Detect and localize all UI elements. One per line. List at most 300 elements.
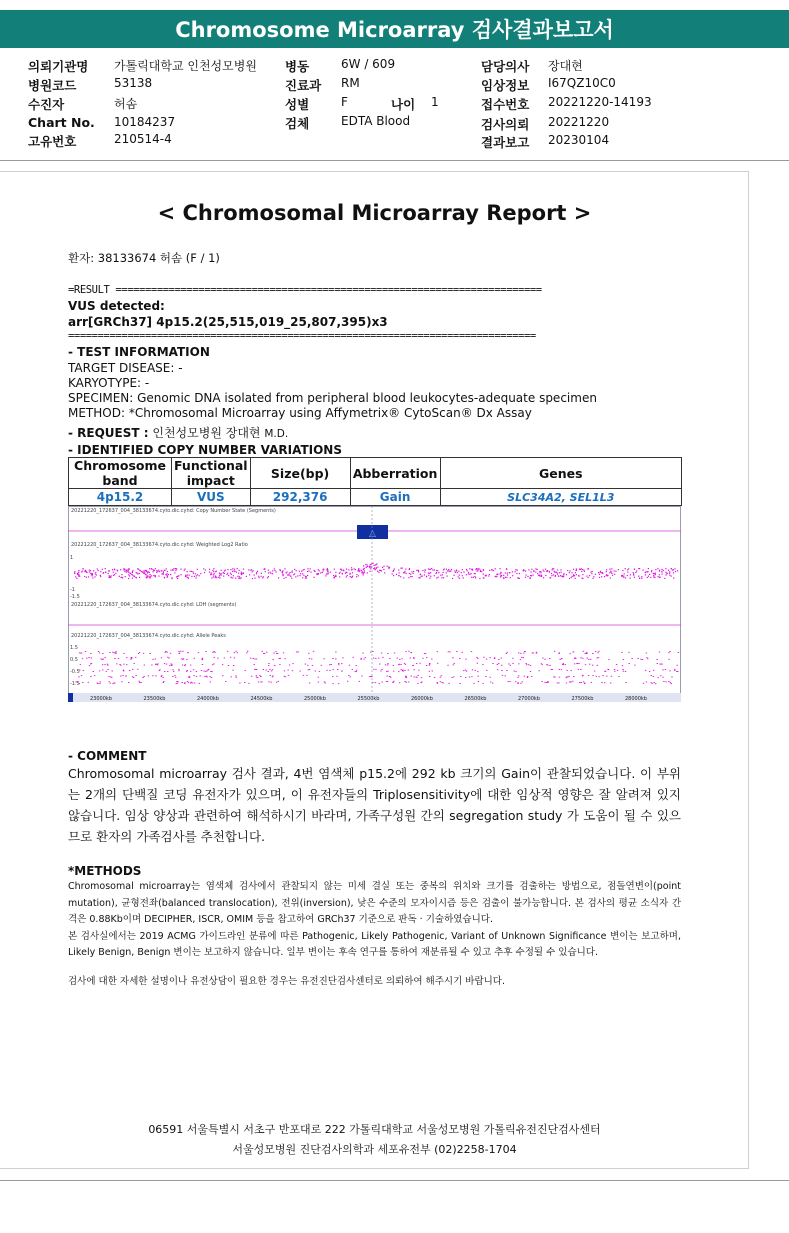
log2-point [422,570,423,571]
allele-point [370,652,371,653]
log2-point [231,577,232,578]
allele-point [634,665,635,666]
log2-point [362,571,363,572]
log2-point [573,569,574,570]
allele-point [335,659,336,660]
header-value: EDTA Blood [341,114,411,128]
log2-point [525,574,526,575]
x-tick-label: 25000kb [304,696,326,702]
allele-point [429,665,430,666]
log2-point [319,570,320,571]
log2-point [188,577,189,578]
allele-point [390,677,391,678]
log2-point [510,577,511,578]
allele-point [437,663,438,664]
log2-point [393,575,394,576]
allele-point [645,670,646,671]
header-value: 20221220 [548,115,610,129]
log2-point [167,577,168,578]
allele-point [134,663,135,664]
allele-point [449,652,450,653]
request-label: - REQUEST : [68,426,149,440]
log2-point [366,567,367,568]
allele-point [137,669,138,670]
log2-point [95,573,96,574]
log2-point [592,571,593,572]
allele-point [248,683,249,684]
allele-point [234,652,235,653]
log2-point [558,575,559,576]
allele-point [361,658,362,659]
allele-point [184,665,185,666]
allele-point [486,670,487,671]
log2-point [493,570,494,571]
allele-point [416,663,417,664]
allele-point [97,683,98,684]
allele-point [88,657,89,658]
log2-point [665,572,666,573]
log2-point [645,571,646,572]
log2-point [370,564,371,565]
cell-band: 4p15.2 [69,489,172,506]
log2-point [443,577,444,578]
log2-point [663,570,664,571]
allele-point [324,682,325,683]
log2-point [500,576,501,577]
log2-point [223,572,224,573]
allele-point [408,682,409,683]
allele-point [305,664,306,665]
log2-point [363,565,364,566]
allele-point [325,683,326,684]
log2-point [503,578,504,579]
allele-point [670,682,671,683]
log2-point [259,577,260,578]
allele-point [465,677,466,678]
log2-point [561,572,562,573]
allele-tick-label: 0.5 [70,657,78,663]
cell-impact: VUS [172,489,251,506]
allele-point [585,664,586,665]
log2-point [430,572,431,573]
log2-point [157,571,158,572]
log2-point [190,571,191,572]
allele-point [231,676,232,677]
allele-point [518,682,519,683]
log2-point [549,572,550,573]
log2-point [318,573,319,574]
allele-point [275,651,276,652]
allele-point [217,658,218,659]
allele-point [559,669,560,670]
log2-point [230,569,231,570]
log2-point [411,571,412,572]
allele-point [595,651,596,652]
log2-point [576,570,577,571]
allele-point [208,669,209,670]
allele-point [437,651,438,652]
log2-point [225,570,226,571]
log2-point [346,576,347,577]
allele-point [186,671,187,672]
allele-point [498,663,499,664]
log2-point [388,567,389,568]
allele-point [637,658,638,659]
log2-point [581,571,582,572]
log2-point [625,568,626,569]
log2-point [95,572,96,573]
log2-point [396,574,397,575]
allele-point [580,657,581,658]
log2-point [90,570,91,571]
allele-point [222,664,223,665]
allele-point [116,663,117,664]
allele-point [102,670,103,671]
allele-point [120,665,121,666]
allele-point [616,664,617,665]
log2-point [458,576,459,577]
allele-point [381,669,382,670]
allele-point [497,664,498,665]
allele-point [541,663,542,664]
allele-point [170,664,171,665]
x-tick-label: 27500kb [571,696,594,702]
allele-point [422,658,423,659]
log2-point [567,570,568,571]
allele-point [205,651,206,652]
log2-point [480,570,481,571]
log2-point [553,574,554,575]
log2-point [194,576,195,577]
log2-point [345,573,346,574]
log2-point [655,569,656,570]
header-value: 210514-4 [114,132,172,146]
log2-point [153,571,154,572]
allele-point [408,651,409,652]
log2-point [130,573,131,574]
log2-point [127,569,128,570]
allele-point [665,681,666,682]
log2-point [413,571,414,572]
log2-point [346,572,347,573]
log2-point [97,568,98,569]
log2-point [593,578,594,579]
log2-point [649,574,650,575]
allele-point [452,657,453,658]
log2-point [84,571,85,572]
log2-point [389,567,390,568]
log2-point [112,569,113,570]
allele-point [598,676,599,677]
log2-point [261,573,262,574]
allele-point [182,659,183,660]
allele-point [523,653,524,654]
log2-point [92,575,93,576]
log2-point [342,573,343,574]
allele-point [111,677,112,678]
log2-point [553,568,554,569]
allele-point [268,671,269,672]
log2-point [563,576,564,577]
allele-point [263,669,264,670]
allele-point [597,665,598,666]
log2-point [576,574,577,575]
log2-point [459,578,460,579]
allele-point [674,669,675,670]
log2-point [125,576,126,577]
log2-point [556,572,557,573]
log2-point [609,569,610,570]
log2-point [349,574,350,575]
log2-point [653,577,654,578]
allele-point [283,652,284,653]
log2-point [155,576,156,577]
allele-point [554,677,555,678]
allele-point [623,659,624,660]
log2-point [239,578,240,579]
allele-point [182,682,183,683]
allele-point [405,676,406,677]
log2-point [335,572,336,573]
log2-point [278,577,279,578]
log2-point [126,572,127,573]
log2-point [572,576,573,577]
log2-point [142,572,143,573]
log2-point [516,573,517,574]
header-value: I67QZ10C0 [548,76,616,90]
header-value: 가톨릭대학교 인천성모병원 [114,59,257,73]
allele-point [490,677,491,678]
allele-point [222,675,223,676]
result-divider: =RESULT ======================================================================== [68,284,542,296]
allele-point [590,659,591,660]
log2-point [599,577,600,578]
log2-point [674,568,675,569]
log2-point [236,572,237,573]
log2-point [457,572,458,573]
allele-point [202,664,203,665]
allele-point [201,670,202,671]
log2-point [302,573,303,574]
log2-point [400,568,401,569]
report-title: < Chromosomal Microarray Report > [157,201,592,225]
log2-point [653,573,654,574]
allele-point [462,652,463,653]
allele-point [387,676,388,677]
allele-point [276,682,277,683]
log2-point [146,571,147,572]
log2-point [618,569,619,570]
allele-point [542,664,543,665]
allele-point [587,658,588,659]
log2-point [105,568,106,569]
log2-point [456,570,457,571]
allele-point [592,653,593,654]
allele-point [169,665,170,666]
request-line [68,424,288,441]
allele-point [584,683,585,684]
log2-point [515,571,516,572]
allele-point [318,677,319,678]
allele-point [318,682,319,683]
log2-point [601,572,602,573]
allele-point [512,663,513,664]
result-divider-end: =============================================================================== [68,330,536,342]
allele-point [155,659,156,660]
log2-point [661,571,662,572]
allele-point [597,658,598,659]
allele-point [653,676,654,677]
log2-point [507,574,508,575]
log2-point [325,575,326,576]
log2-point [284,578,285,579]
log2-point [339,576,340,577]
allele-point [342,657,343,658]
allele-point [501,658,502,659]
log2-point [172,577,173,578]
allele-point [544,682,545,683]
allele-point [448,683,449,684]
allele-point [115,652,116,653]
allele-point [292,670,293,671]
x-tick-label: 28000kb [625,696,647,702]
log2-point [196,577,197,578]
log2-point [424,571,425,572]
allele-point [112,671,113,672]
log2-point [525,571,526,572]
allele-point [441,675,442,676]
allele-point [563,663,564,664]
log2-point [211,572,212,573]
allele-point [558,683,559,684]
log2-point [448,569,449,570]
log2-point [147,572,148,573]
log2-point [282,574,283,575]
allele-point [520,683,521,684]
log2-point [121,574,122,575]
log2-point [203,568,204,569]
allele-point [266,652,267,653]
log2-point [78,576,79,577]
allele-point [586,652,587,653]
log2-point [519,573,520,574]
allele-point [515,671,516,672]
log2-point [571,572,572,573]
log2-point [591,573,592,574]
log2-point [630,578,631,579]
log2-point [659,570,660,571]
log2-point [611,573,612,574]
log2-point [515,569,516,570]
allele-point [273,653,274,654]
cnv-heading: - IDENTIFIED COPY NUMBER VARIATIONS [68,443,342,457]
allele-point [178,669,179,670]
log2-point [220,575,221,576]
allele-point [387,663,388,664]
allele-point [185,664,186,665]
allele-point [401,669,402,670]
allele-point [530,665,531,666]
allele-point [336,676,337,677]
arr-notation: arr[GRCh37] 4p15.2(25,515,019_25,807,395)x3 [68,315,388,329]
log2-point [333,575,334,576]
log2-point [642,570,643,571]
methods-paragraph: 본 검사실에서는 2019 ACMG 가이드라인 분류에 따른 Pathogenic, Likely Pathogenic, Variant of Unknown Significance 변이는 보고하며, Likely Benign, Benign 변이는 보고하지 않습니다. 일부 변이는 후속 연구를 통하여 재분류될 수 있고 추후 수정될 수 있습니다. [68,930,681,958]
log2-point [658,576,659,577]
allele-point [520,659,521,660]
allele-point [425,653,426,654]
allele-point [172,676,173,677]
log2-point [359,570,360,571]
allele-point [372,682,373,683]
x-tick-label: 24500kb [250,696,273,702]
allele-point [429,663,430,664]
allele-point [107,669,108,670]
allele-point [187,652,188,653]
log2-point [204,572,205,573]
allele-point [501,665,502,666]
log2-point [294,573,295,574]
allele-point [398,671,399,672]
log2-point [119,576,120,577]
allele-point [583,651,584,652]
log2-point [436,577,437,578]
allele-point [105,657,106,658]
log2-point [540,571,541,572]
log2-point [326,573,327,574]
log2-point [551,575,552,576]
log2-point [219,578,220,579]
log2-point [633,575,634,576]
allele-point [539,670,540,671]
allele-point [570,653,571,654]
header-value: RM [341,76,360,90]
log2-point [114,574,115,575]
log2-point [537,573,538,574]
allele-point [510,665,511,666]
log2-point [541,576,542,577]
log2-point [113,575,114,576]
log2-point [343,570,344,571]
log2-point [233,575,234,576]
allele-point [414,676,415,677]
col-header-band: Chromosome band [69,458,172,489]
log2-point [584,571,585,572]
log2-point [371,566,372,567]
log2-point [221,573,222,574]
allele-point [123,671,124,672]
log2-point [606,575,607,576]
log2-point [606,571,607,572]
log2-point [561,576,562,577]
log2-point [503,575,504,576]
log2-point [591,572,592,573]
allele-point [225,681,226,682]
track-title-allele: 20221220_172637_004_38133674.cyto.dic.cyhd: Allele Peaks [71,633,226,639]
log2-point [647,571,648,572]
log2-point [486,575,487,576]
log2-point [600,572,601,573]
allele-point [209,676,210,677]
log2-point [243,572,244,573]
log2-point [137,573,138,574]
allele-point [89,665,90,666]
log2-point [485,575,486,576]
log2-point [132,570,133,571]
log2-point [340,572,341,573]
log2-point [158,576,159,577]
allele-point [505,675,506,676]
